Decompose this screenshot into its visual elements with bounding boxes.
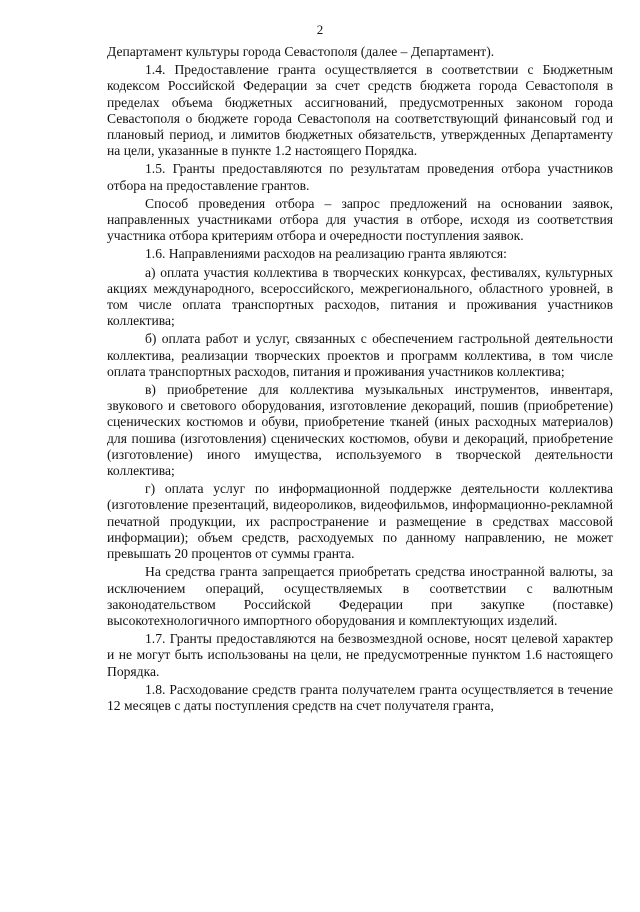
paragraph-1-6: 1.6. Направлениями расходов на реализацию гранта являются: <box>145 246 507 262</box>
paragraph-1-6-v: в) приобретение для коллектива музыкальных инструментов, инвентаря, звукового и светового оборудования, изготовление декораций, пошив (приобретение) сценических костюмов и обуви, приобретение тканей (иных расходных материалов) для пошива (изготовления) сценических костюмов, обуви и декораций, приобретение (изготовление) иного имущества, используемого в творческой деятельности коллектива; <box>107 382 613 479</box>
paragraph-1-7: 1.7. Гранты предоставляются на безвозмездной основе, носят целевой характер и не могут быть использованы на цели, не предусмотренные пунктом 1.6 настоящего Порядка. <box>107 631 613 679</box>
paragraph-currency-restriction: На средства гранта запрещается приобретать средства иностранной валюты, за исключением операций, осуществляемых в соответствии с валютным законодательством Российской Федерации при закупке (поставке) высокотехнологичного импортного оборудования и комплектующих изделий. <box>107 564 613 628</box>
document-body <box>107 44 613 716</box>
paragraph-1-8: 1.8. Расходование средств гранта получателем гранта осуществляется в течение 12 месяцев с даты поступления средств на счет получателя гранта, <box>107 681 613 713</box>
paragraph-1-4: 1.4. Предоставление гранта осуществляется в соответствии с Бюджетным кодексом Российской Федерации за счет средств бюджета города Севастополя в пределах объема бюджетных ассигнований, предусмотренных законом города Севастополя о бюджете города Севастополя на соответствующий финансовый год и плановый период, и лимитов бюджетных обязательств, утвержденных Департаменту на цели, указанные в пункте 1.2 настоящего Порядка. <box>107 62 613 159</box>
paragraph-department-continuation: Департамент культуры города Севастополя (далее – Департамент). <box>107 44 495 59</box>
paragraph-1-6-b: б) оплата работ и услуг, связанных с обеспечением гастрольной деятельности коллектива, реализации творческих проектов и программ коллектива, в том числе оплата транспортных расходов, питания и проживания участников коллектива; <box>107 331 613 379</box>
paragraph-1-5: 1.5. Гранты предоставляются по результатам проведения отбора участников отбора на предоставление грантов. <box>107 161 613 193</box>
paragraph-selection-method: Способ проведения отбора – запрос предложений на основании заявок, направленных участниками отбора для участия в отборе, исходя из соответствия участника отбора критериям отбора и очередности поступления заявок. <box>107 195 613 244</box>
page-number: 2 <box>316 22 324 37</box>
paragraph-1-6-g: г) оплата услуг по информационной поддержке деятельности коллектива (изготовление презентаций, видеороликов, видеофильмов, информационно-рекламной печатной продукции, их распространение и размещение в средствах массовой информации); объем средств, расходуемых по данному направлению, не может превышать 20 процентов от суммы гранта. <box>107 481 613 562</box>
paragraph-1-6-a: а) оплата участия коллектива в творческих конкурсах, фестивалях, культурных акциях международного, всероссийского, межрегионального, областного уровней, в том числе оплата транспортных расходов, питания и проживания участников коллектива; <box>107 264 613 329</box>
